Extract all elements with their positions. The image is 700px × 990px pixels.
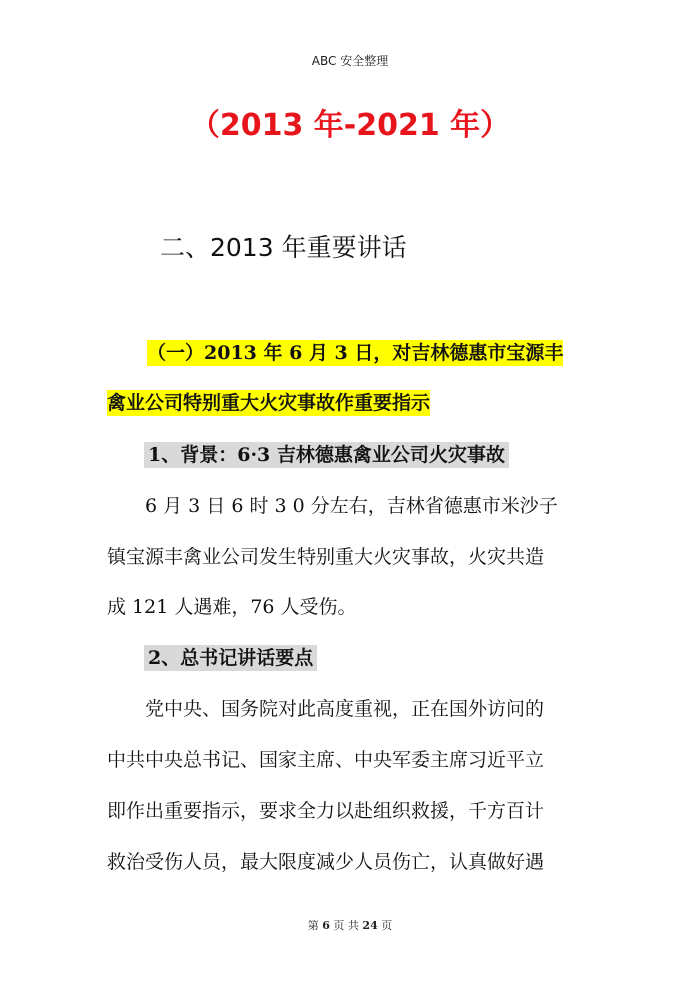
section-heading: 二、2013 年重要讲话 [160,233,407,262]
highlighted-text: （一）2013 年 6 月 3 日，对吉林德惠市宝源丰 [147,342,564,364]
current-page-number: 6 [322,919,330,932]
paragraph-line: 中共中央总书记、国家主席、中央军委主席习近平立 [107,749,545,771]
page-footer [0,917,700,933]
paragraph-line: 6 月 3 日 6 时 3 0 分左右，吉林省德惠市米沙子 [145,495,558,517]
footer-prefix: 第 [307,919,319,932]
document-title: （2013 年-2021 年） [189,108,511,143]
paragraph-line: 成 121 人遇难，76 人受伤。 [107,596,357,618]
highlighted-text: 禽业公司特别重大火灾事故作重要指示 [107,392,431,414]
total-page-number: 24 [362,919,378,932]
subsection-heading-line-1 [107,338,602,365]
point-heading-speech [144,643,317,670]
highlighted-text: 2、总书记讲话要点 [144,645,317,671]
footer-suffix: 页 [381,919,393,932]
subsection-heading-line-2 [107,388,602,415]
footer-middle: 页 共 [333,919,359,932]
paragraph-line: 党中央、国务院对此高度重视，正在国外访问的 [145,698,545,720]
paragraph-line: 即作出重要指示，要求全力以赴组织救援，千方百计 [107,800,545,822]
paragraph-line: 救治受伤人员，最大限度减少人员伤亡，认真做好遇 [107,851,545,873]
highlighted-text: 1、背景：6·3 吉林德惠禽业公司火灾事故 [144,442,509,468]
paragraph-line: 镇宝源丰禽业公司发生特别重大火灾事故，火灾共造 [107,546,545,568]
page-header: ABC 安全整理 [311,54,389,68]
point-heading-background [144,440,509,467]
